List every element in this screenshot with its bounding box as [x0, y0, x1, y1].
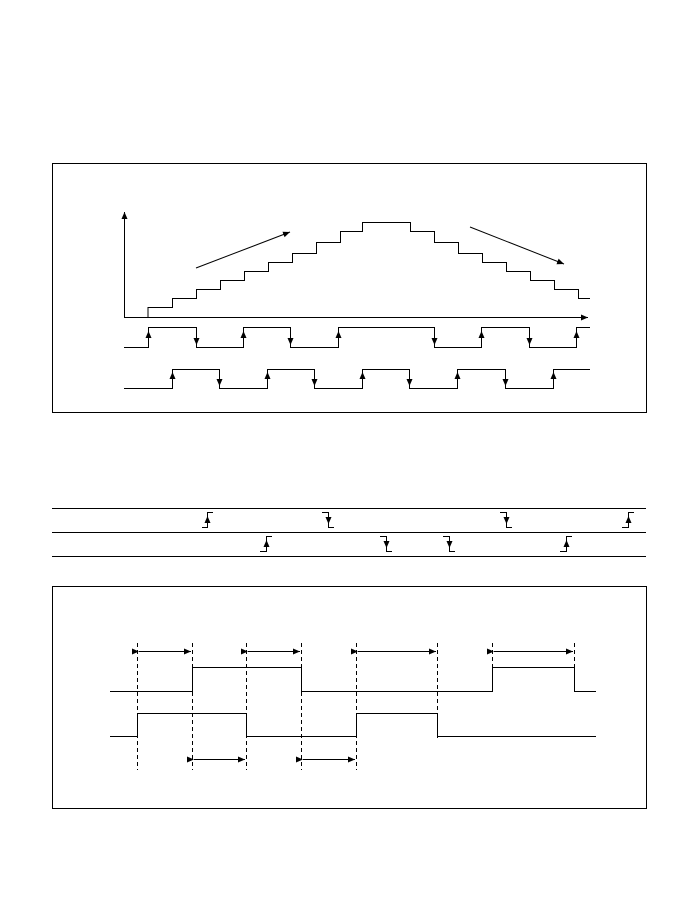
figure-1-staircase	[53, 164, 647, 413]
rising-edge-icon	[560, 537, 572, 552]
signal-2-waveform	[110, 714, 596, 737]
table-row-1-edges	[202, 513, 634, 528]
signal-1-waveform	[110, 668, 596, 692]
figure-1-frame	[53, 164, 647, 413]
channel-a-edge-arrows	[149, 330, 577, 345]
rising-edge-icon	[622, 513, 634, 528]
rising-edge-icon	[202, 513, 213, 528]
falling-edge-icon	[443, 537, 455, 552]
figure-2-edge-table	[52, 509, 646, 557]
figure-3-frame	[53, 587, 647, 809]
channel-b-edge-arrows	[173, 372, 554, 386]
rising-edge-icon	[260, 537, 272, 552]
falling-trend-arrow	[470, 227, 564, 264]
falling-edge-icon	[380, 537, 392, 552]
falling-edge-icon	[322, 513, 334, 528]
table-row-2-edges	[260, 537, 572, 552]
channel-b-waveform	[124, 370, 590, 389]
falling-edge-icon	[500, 513, 512, 528]
channel-a-waveform	[124, 328, 590, 348]
staircase-waveform	[148, 223, 590, 318]
figure-3-phase-timing	[53, 587, 647, 809]
